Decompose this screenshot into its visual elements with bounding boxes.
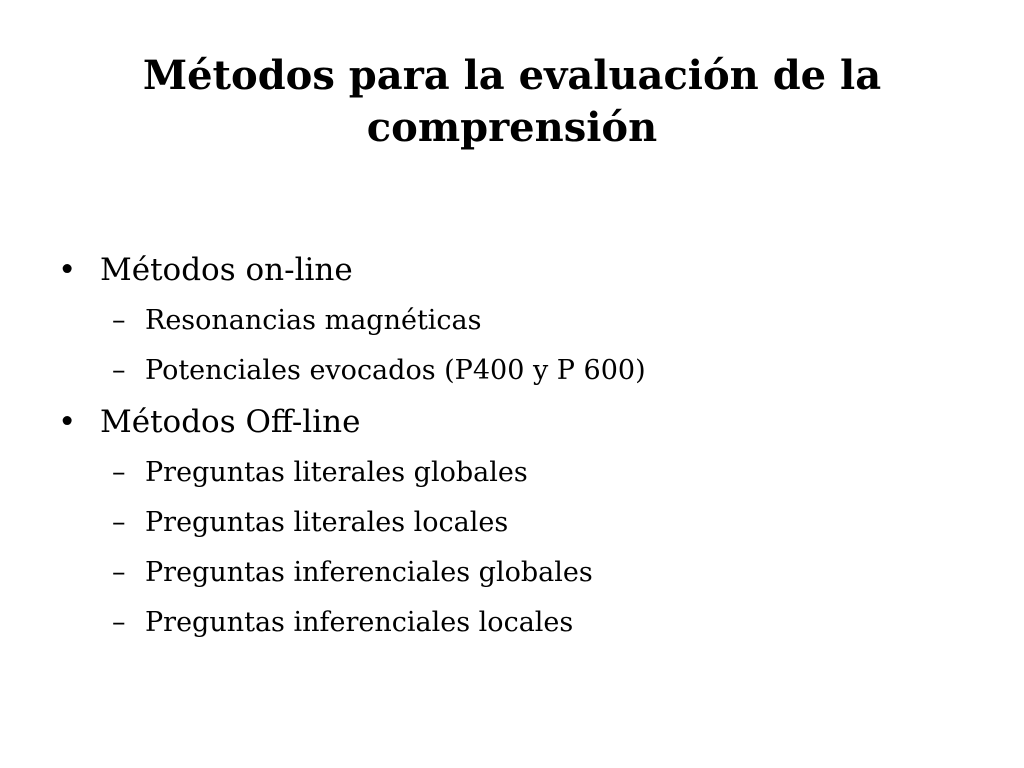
sub-item: [100, 346, 978, 396]
bullet-icon: •: [58, 252, 77, 288]
sub-item-text: Preguntas inferenciales globales: [145, 557, 593, 588]
sub-list: [100, 448, 978, 648]
sub-item: [100, 498, 978, 548]
dash-icon: –: [112, 355, 126, 386]
bullet-icon: •: [58, 404, 77, 440]
dash-icon: –: [112, 457, 126, 488]
sub-item-text: Potenciales evocados (P400 y P 600): [145, 355, 646, 386]
dash-icon: –: [112, 607, 126, 638]
sub-item-text: Preguntas literales globales: [145, 457, 528, 488]
sub-item: [100, 296, 978, 346]
sub-item-text: Resonancias magnéticas: [145, 305, 482, 336]
slide-title-line-2: comprensión: [366, 104, 658, 151]
bullet-heading: Métodos Off-line: [100, 404, 361, 440]
sub-item: [100, 548, 978, 598]
dash-icon: –: [112, 507, 126, 538]
dash-icon: –: [112, 557, 126, 588]
slide-title-line-1: Métodos para la evaluación de la: [142, 52, 882, 99]
bullet-item-online: [58, 244, 978, 396]
sub-item: [100, 448, 978, 498]
sub-list: [100, 296, 978, 396]
sub-item: [100, 598, 978, 648]
slide-title: [60, 50, 964, 154]
sub-item-text: Preguntas literales locales: [145, 507, 509, 538]
bullet-list: [58, 244, 978, 648]
bullet-item-offline: [58, 396, 978, 648]
dash-icon: –: [112, 305, 126, 336]
bullet-heading: Métodos on-line: [100, 252, 353, 288]
sub-item-text: Preguntas inferenciales locales: [145, 607, 574, 638]
